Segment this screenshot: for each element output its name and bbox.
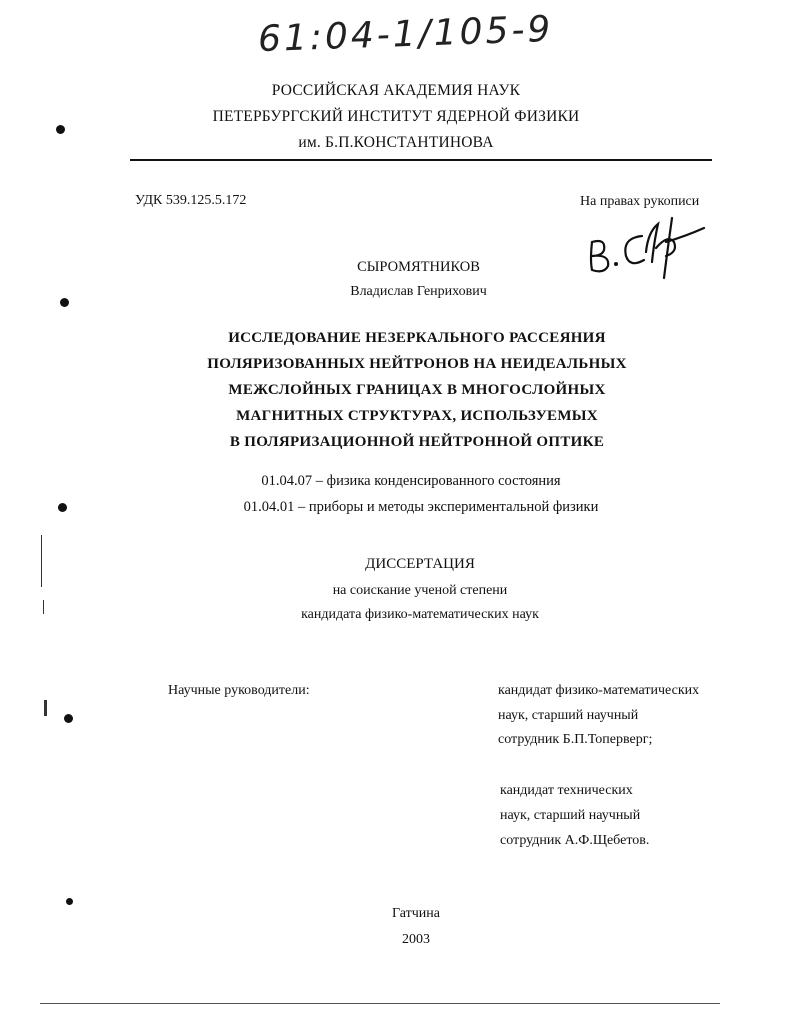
institute-honorific: им. Б.П.КОНСТАНТИНОВА xyxy=(298,134,494,151)
supervisor-1-line: кандидат физико-математических xyxy=(498,683,700,698)
thesis-title-line: МАГНИТНЫХ СТРУКТУРАХ, ИСПОЛЬЗУЕМЫХ xyxy=(236,408,598,424)
thesis-title-line: В ПОЛЯРИЗАЦИОННОЙ НЕЙТРОННОЙ ОПТИКЕ xyxy=(229,434,605,450)
archive-code-handwritten: 61:04-1/105-9 xyxy=(257,8,555,61)
punch-hole xyxy=(60,298,69,307)
specialty-code: 01.04.07 – физика конденсированного состояния xyxy=(261,473,561,489)
supervisor-1-line: наук, старший научный xyxy=(498,708,639,723)
year: 2003 xyxy=(402,932,430,947)
supervisor-2-line: наук, старший научный xyxy=(500,808,641,823)
udc-code: УДК 539.125.5.172 xyxy=(135,193,247,208)
institute-name: ПЕТЕРБУРГСКИЙ ИНСТИТУТ ЯДЕРНОЙ ФИЗИКИ xyxy=(212,108,580,125)
punch-hole xyxy=(66,898,73,905)
supervisor-2-line: сотрудник А.Ф.Щебетов. xyxy=(500,833,650,848)
thesis-title-line: ПОЛЯРИЗОВАННЫХ НЕЙТРОНОВ НА НЕИДЕАЛЬНЫХ xyxy=(207,356,627,372)
scan-speck xyxy=(41,535,42,587)
bottom-scan-edge xyxy=(40,1003,720,1004)
header-divider xyxy=(130,159,712,161)
specialty-code: 01.04.01 – приборы и методы экспериментальной физики xyxy=(243,499,599,515)
author-given-names: Владислав Генрихович xyxy=(350,284,487,299)
academy-name: РОССИЙСКАЯ АКАДЕМИЯ НАУК xyxy=(271,82,521,99)
manuscript-rights: На правах рукописи xyxy=(580,194,700,209)
author-surname: СЫРОМЯТНИКОВ xyxy=(357,259,480,275)
degree-name: кандидата физико-математических наук xyxy=(301,607,539,622)
city: Гатчина xyxy=(392,906,440,921)
punch-hole xyxy=(58,503,67,512)
supervisor-1-line: сотрудник Б.П.Топерверг; xyxy=(498,732,653,747)
thesis-title-line: МЕЖСЛОЙНЫХ ГРАНИЦАХ В МНОГОСЛОЙНЫХ xyxy=(228,382,606,398)
punch-hole xyxy=(56,125,65,134)
dissertation-label: ДИССЕРТАЦИЯ xyxy=(365,556,475,572)
supervisors-label: Научные руководители: xyxy=(168,683,310,698)
punch-hole xyxy=(64,714,73,723)
scan-speck xyxy=(43,600,44,614)
thesis-title-line: ИССЛЕДОВАНИЕ НЕЗЕРКАЛЬНОГО РАССЕЯНИЯ xyxy=(228,330,606,346)
supervisor-2-line: кандидат технических xyxy=(500,783,633,798)
degree-purpose: на соискание ученой степени xyxy=(332,583,508,598)
scan-speck xyxy=(44,700,47,716)
